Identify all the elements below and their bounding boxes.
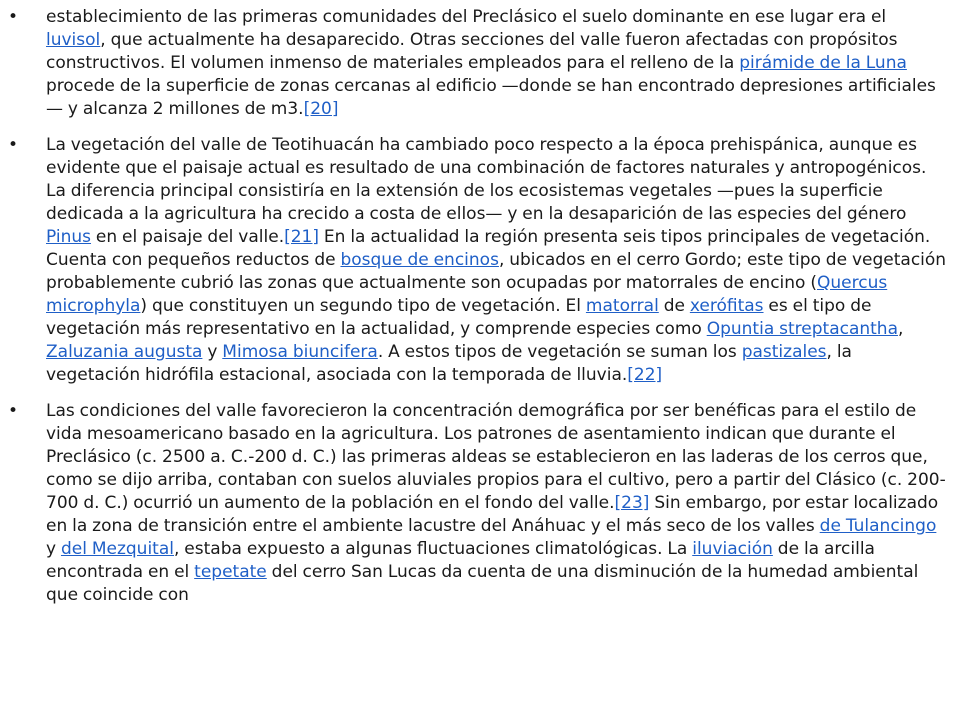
paragraph-text: . A estos tipos de vegetación se suman los xyxy=(377,342,742,362)
paragraph-text: La vegetación del valle de Teotihuacán ha cambiado poco respecto a la época prehispánica, aunque es evidente que el paisaje actual es resultado de una combinación de factores naturales y antropogénicos. La diferencia principal consistiría en la extensión de los ecosistemas vegetales —pues la superficie dedicada a la agricultura ha crecido a costa de ellos— y en la desaparición de las especies del género xyxy=(46,135,927,224)
citation-21[interactable]: [21] xyxy=(284,227,320,247)
paragraph-text: y xyxy=(202,342,223,362)
link-bosque-de-encinos[interactable]: bosque de encinos xyxy=(340,250,499,270)
link-tepetate[interactable]: tepetate xyxy=(194,562,267,582)
link-opuntia-streptacantha[interactable]: Opuntia streptacantha xyxy=(706,319,899,339)
document-body xyxy=(0,6,960,620)
link-matorral[interactable]: matorral xyxy=(585,296,659,316)
paragraph-text: , ubicados en el cerro Gordo; este tipo de vegetación probablemente cubrió las zonas que actualmente son ocupadas por matorrales de encino ( xyxy=(46,250,947,293)
link-del-mezquital[interactable]: del Mezquital xyxy=(60,539,174,559)
paragraph-text: En la actualidad la región presenta seis tipos principales de vegetación. Cuenta con pequeños reductos de xyxy=(46,227,931,270)
paragraph-text: y xyxy=(46,539,61,559)
paragraph-text: , estaba expuesto a algunas fluctuaciones climatológicas. La xyxy=(174,539,693,559)
link-piramide-de-la-luna[interactable]: pirámide de la Luna xyxy=(739,53,907,73)
paragraph-text: , que actualmente ha desaparecido. Otras secciones del valle fueron afectadas con propósitos constructivos. El volumen inmenso de materiales empleados para el relleno de la xyxy=(46,30,898,73)
paragraph-text: Las condiciones del valle favorecieron la concentración demográfica por ser benéficas para el estilo de vida mesoamericano basado en la agricultura. Los patrones de asentamiento indican que durante el Preclásico (c. 2500 a. C.-200 d. C.) las primeras aldeas se establecieron en las laderas de los cerros que, como se dijo arriba, contaban con suelos aluviales propios para el cultivo, pero a partir del Clásico (c. 200-700 d. C.) ocurrió un aumento de la población en el fondo del valle. xyxy=(46,401,946,513)
link-zaluzania-augusta[interactable]: Zaluzania augusta xyxy=(46,342,203,362)
paragraph-text: ) que constituyen un segundo tipo de vegetación. El xyxy=(140,296,586,316)
paragraph-1 xyxy=(46,6,950,121)
paragraph-text: , xyxy=(898,319,904,339)
paragraph-3 xyxy=(46,400,950,607)
citation-23[interactable]: [23] xyxy=(614,493,650,513)
link-iluviacion[interactable]: iluviación xyxy=(692,539,773,559)
link-de-tulancingo[interactable]: de Tulancingo xyxy=(819,516,937,536)
paragraph-text: es el tipo de vegetación más representativo en la actualidad, y comprende especies como xyxy=(46,296,872,339)
citation-22[interactable]: [22] xyxy=(627,365,663,385)
paragraph-text: , la vegetación hidrófila estacional, asociada con la temporada de lluvia. xyxy=(46,342,852,385)
bullet-list xyxy=(46,6,950,607)
link-luvisol[interactable]: luvisol xyxy=(46,30,101,50)
paragraph-2 xyxy=(46,134,950,387)
link-pastizales[interactable]: pastizales xyxy=(741,342,827,362)
paragraph-text: de la arcilla encontrada en el xyxy=(46,539,875,582)
paragraph-text: Sin embargo, por estar localizado en la zona de transición entre el ambiente lacustre del Anáhuac y el más seco de los valles xyxy=(46,493,939,536)
link-mimosa-biuncifera[interactable]: Mimosa biuncifera xyxy=(222,342,378,362)
paragraph-text: en el paisaje del valle. xyxy=(91,227,285,247)
paragraph-text: del cerro San Lucas da cuenta de una disminución de la humedad ambiental que coincide con xyxy=(46,562,919,605)
paragraph-text: de xyxy=(658,296,690,316)
link-pinus[interactable]: Pinus xyxy=(46,227,92,247)
paragraph-text: establecimiento de las primeras comunidades del Preclásico el suelo dominante en ese lugar era el xyxy=(46,7,887,27)
link-quercus-microphyla[interactable]: Quercus microphyla xyxy=(46,273,888,316)
link-xerofitas[interactable]: xerófitas xyxy=(689,296,764,316)
paragraph-text: procede de la superficie de zonas cercanas al edificio —donde se han encontrado depresiones artificiales— y alcanza 2 millones de m3. xyxy=(46,76,936,119)
citation-20[interactable]: [20] xyxy=(303,99,339,119)
